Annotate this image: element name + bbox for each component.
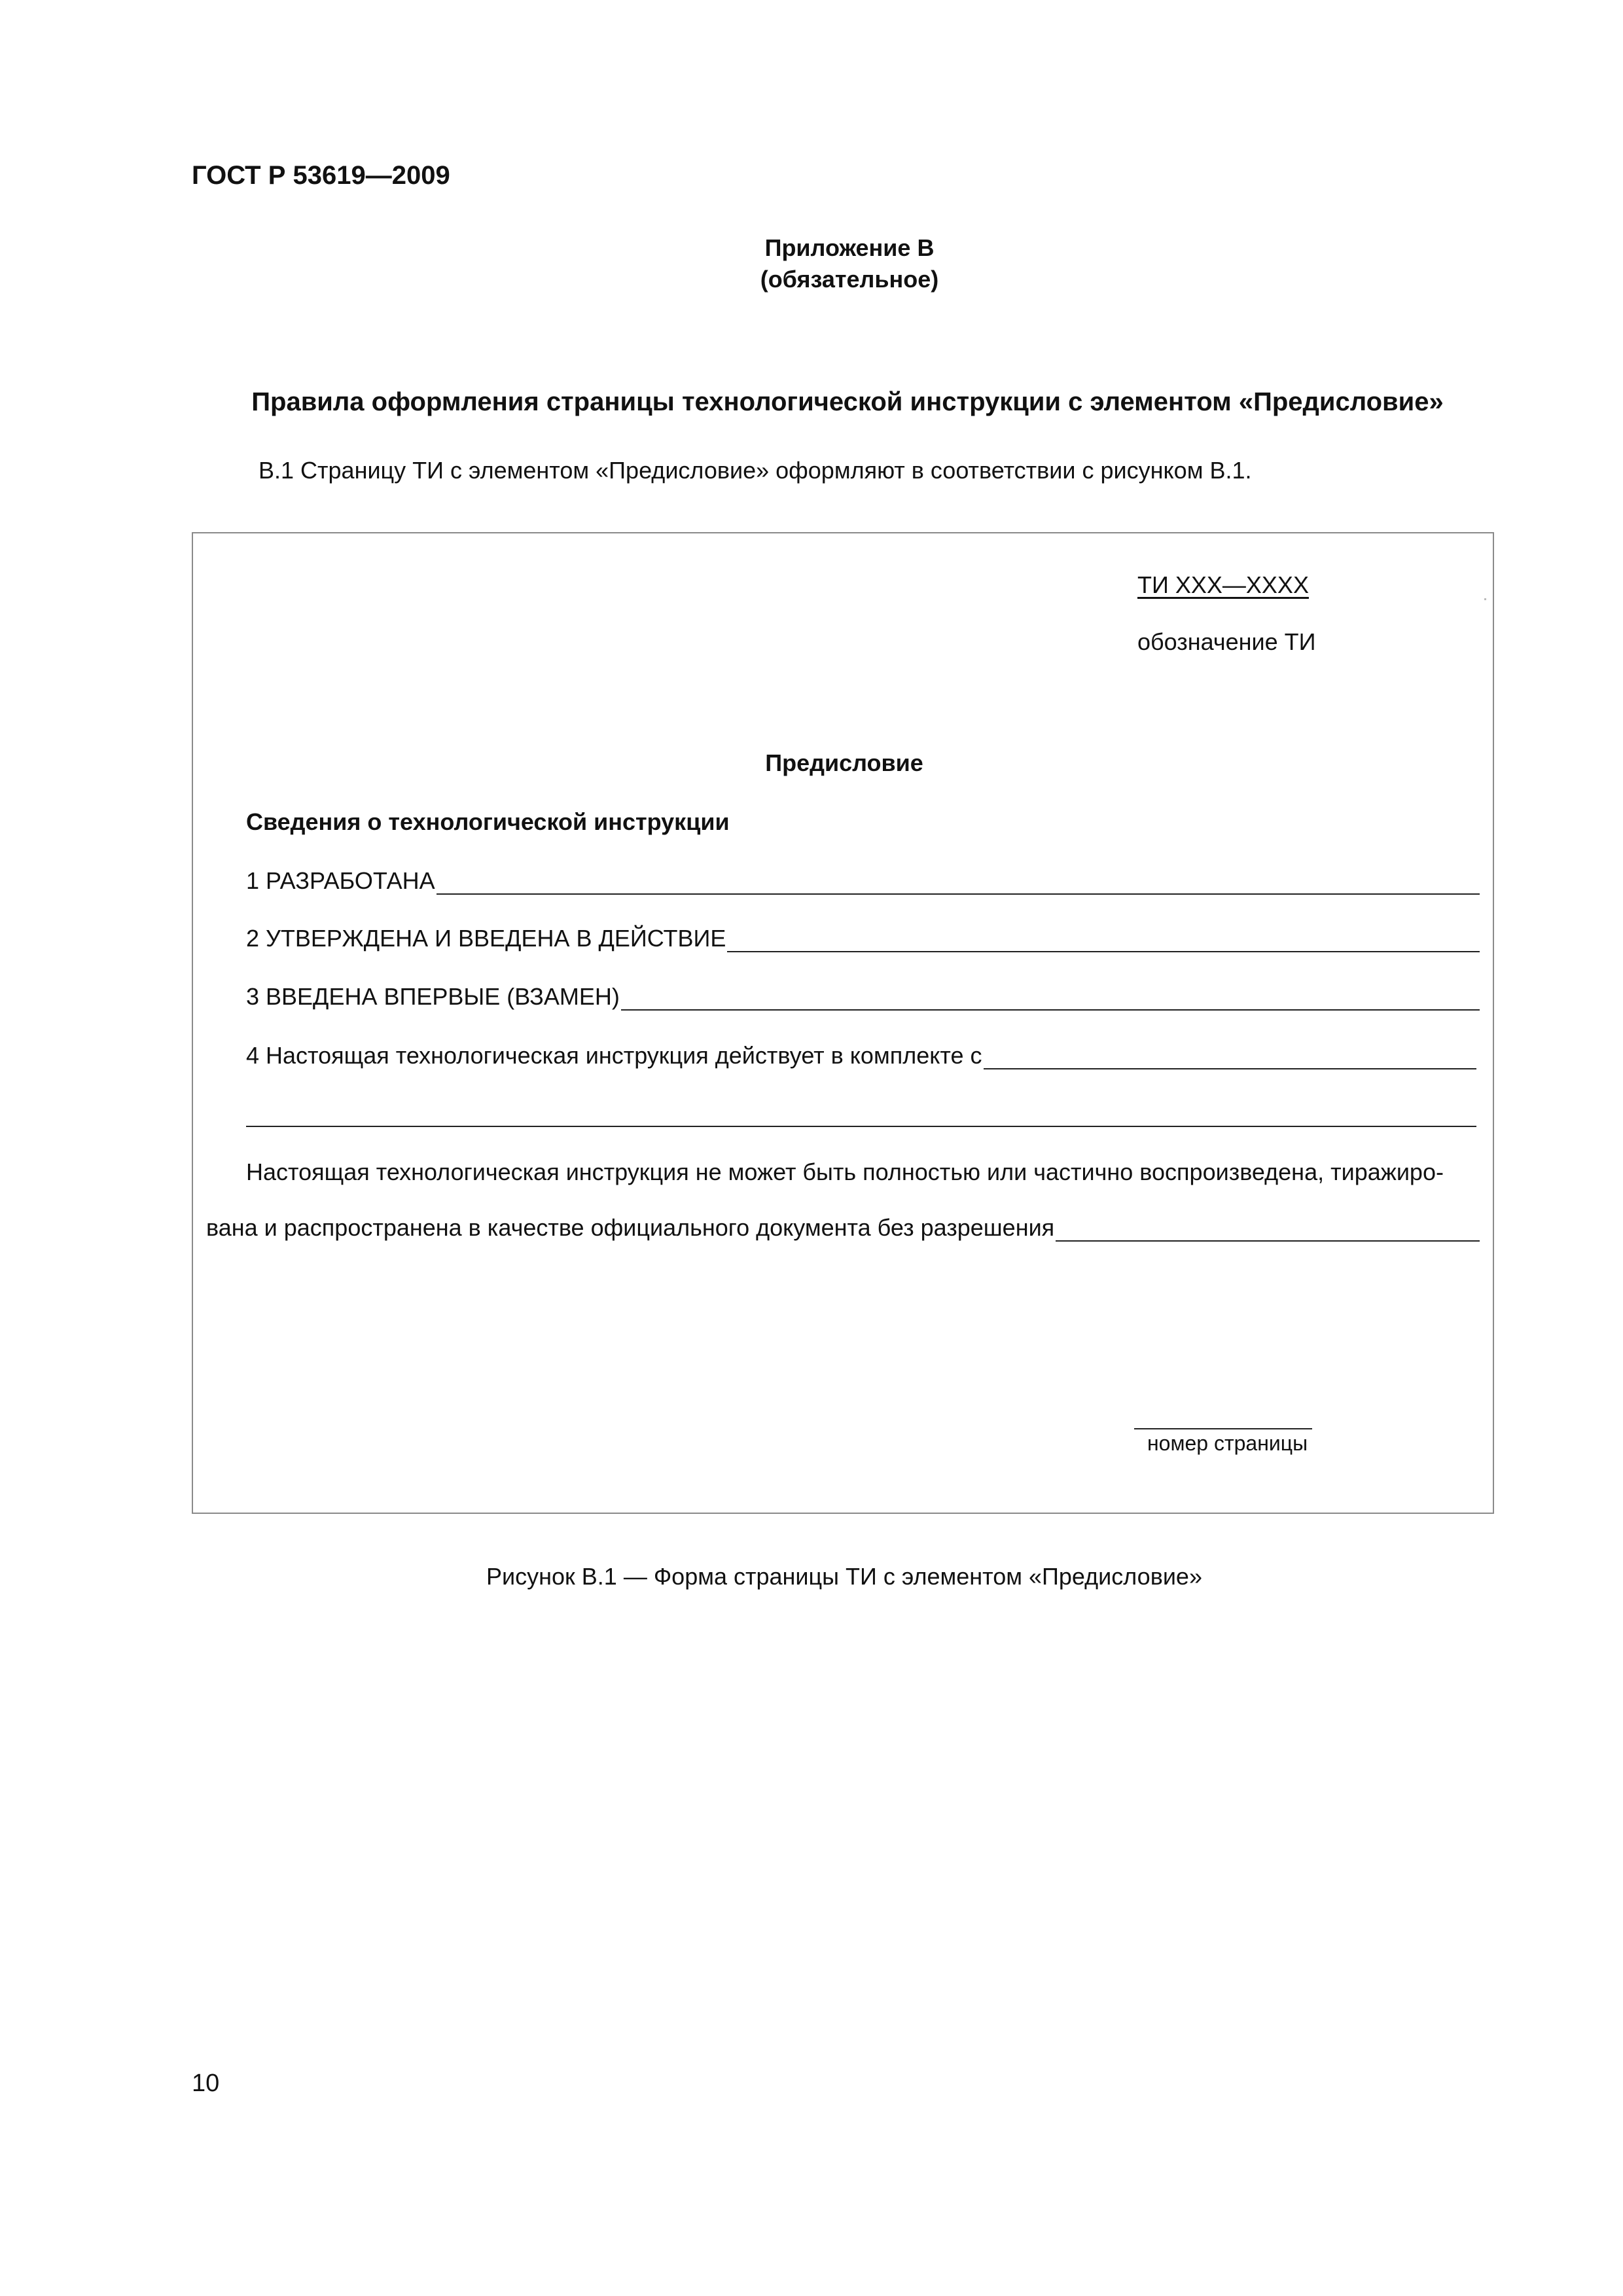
page-number-caption: номер страницы	[1147, 1431, 1308, 1455]
clause-b1: В.1 Страницу ТИ с элементом «Предисловие» оформляют в соответствии с рисунком В.1.	[259, 457, 1252, 484]
ti-designation-caption: обозначение ТИ	[1137, 628, 1316, 655]
section-title: Правила оформления страницы технологической инструкции с элементом «Предисловие»	[251, 387, 1444, 416]
figure-frame	[192, 532, 1494, 1514]
form-item-developed	[246, 867, 1480, 895]
fill-in-line	[727, 927, 1480, 952]
fill-in-line	[621, 986, 1480, 1011]
form-item-label: 2 УТВЕРЖДЕНА И ВВЕДЕНА В ДЕЙСТВИЕ	[246, 925, 726, 952]
info-heading: Сведения о технологической инструкции	[246, 808, 730, 835]
form-item-label: 1 РАЗРАБОТАНА	[246, 867, 435, 894]
page-number-line	[1134, 1428, 1312, 1429]
appendix-heading	[686, 232, 1013, 295]
notice-line-2	[206, 1214, 1480, 1242]
scan-speck	[1484, 598, 1486, 600]
page-number: 10	[192, 2070, 220, 2097]
notice-text: вана и распространена в качестве официального документа без разрешения	[206, 1214, 1055, 1241]
form-item-approved	[246, 925, 1480, 952]
form-item-label: 3 ВВЕДЕНА ВПЕРВЫЕ (ВЗАМЕН)	[246, 983, 620, 1010]
ti-designation: ТИ ХХХ—ХХХХ	[1137, 571, 1309, 598]
foreword-heading: Предисловие	[765, 749, 923, 776]
figure-caption: Рисунок В.1 — Форма страницы ТИ с элементом «Предисловие»	[486, 1563, 1202, 1590]
fill-in-line	[437, 870, 1480, 895]
form-item-label: 4 Настоящая технологическая инструкция действует в комплекте с	[246, 1042, 982, 1069]
fill-in-line-continuation	[246, 1126, 1476, 1127]
form-item-set	[246, 1042, 1476, 1069]
appendix-status: (обязательное)	[760, 266, 939, 293]
fill-in-line	[984, 1045, 1477, 1069]
fill-in-line	[1056, 1217, 1480, 1242]
document-standard-id: ГОСТ Р 53619—2009	[192, 161, 450, 190]
form-item-introduced	[246, 983, 1480, 1011]
notice-line-1: Настоящая технологическая инструкция не может быть полностью или частично воспроизведена, тиражиро-	[246, 1158, 1444, 1185]
appendix-title: Приложение В	[764, 234, 935, 261]
